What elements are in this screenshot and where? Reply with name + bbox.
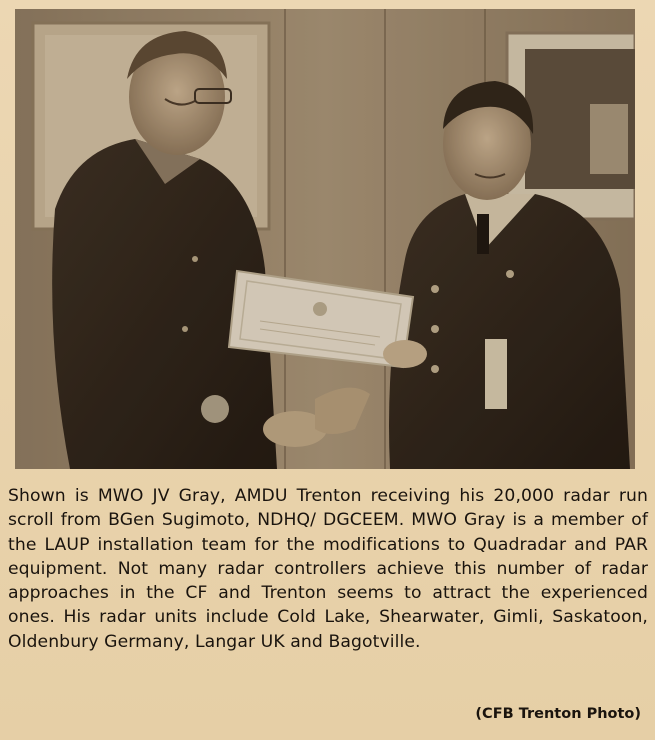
- photo-caption: Shown is MWO JV Gray, AMDU Trenton receiving his 20,000 radar run scroll from BGen Sugimoto, NDHQ/ DGCEEM. MWO Gray is a member of the LAUP installation team for the modifications to Quadradar and PAR equipment. Not many radar controllers achieve this number of radar approaches in the CF and Trenton seems to attract the experienced ones. His radar units include Cold Lake, Shearwater, Gimli, Saskatoon, Oldenbury Germany, Langar UK and Bagotville.: [8, 486, 648, 652]
- photo: [15, 9, 635, 469]
- photo-illustration: [15, 9, 635, 469]
- photo-credit: (CFB Trenton Photo): [475, 706, 641, 722]
